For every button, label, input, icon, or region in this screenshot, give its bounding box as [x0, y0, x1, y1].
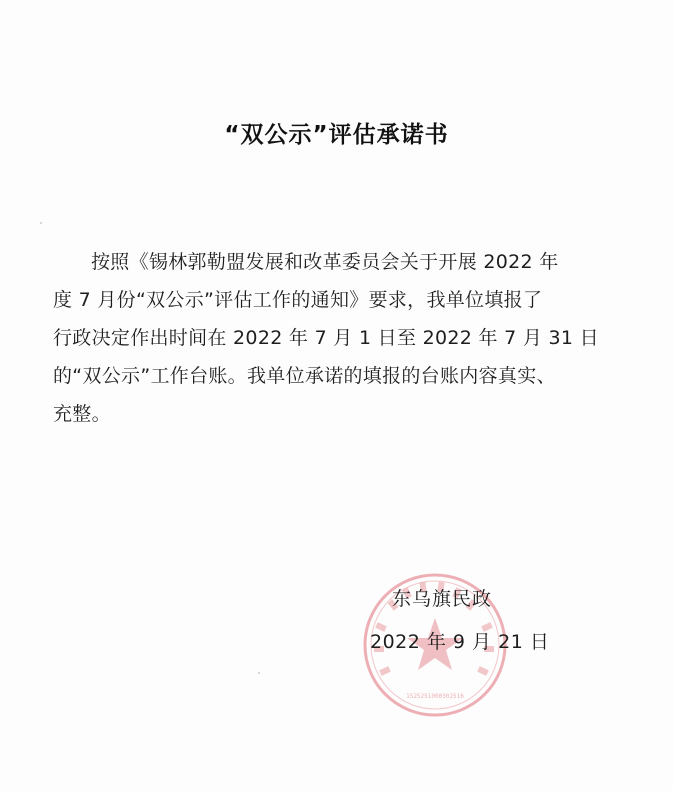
- body-line: 行政决定作出时间在 2022 年 7 月 1 日至 2022 年 7 月 31 日: [53, 327, 599, 349]
- seal-serial-number: 1525251000302516: [406, 693, 464, 700]
- document-title: “双公示”评估承诺书: [224, 122, 449, 148]
- body-line: 按照《锡林郭勒盟发展和改革委员会关于开展 2022 年: [91, 251, 559, 273]
- signer-name: 东乌旗民政: [392, 588, 493, 610]
- document-body: [53, 243, 618, 433]
- scan-artifact: [258, 672, 260, 674]
- body-line: 的“双公示”工作台账。我单位承诺的填报的台账内容真实、: [53, 365, 556, 387]
- scan-artifact: [40, 222, 42, 224]
- body-line: 度 7 月份“双公示”评估工作的通知》要求，我单位填报了: [53, 289, 543, 311]
- signature-date: 2022 年 9 月 21 日: [370, 631, 550, 653]
- body-line: 充整。: [53, 403, 111, 425]
